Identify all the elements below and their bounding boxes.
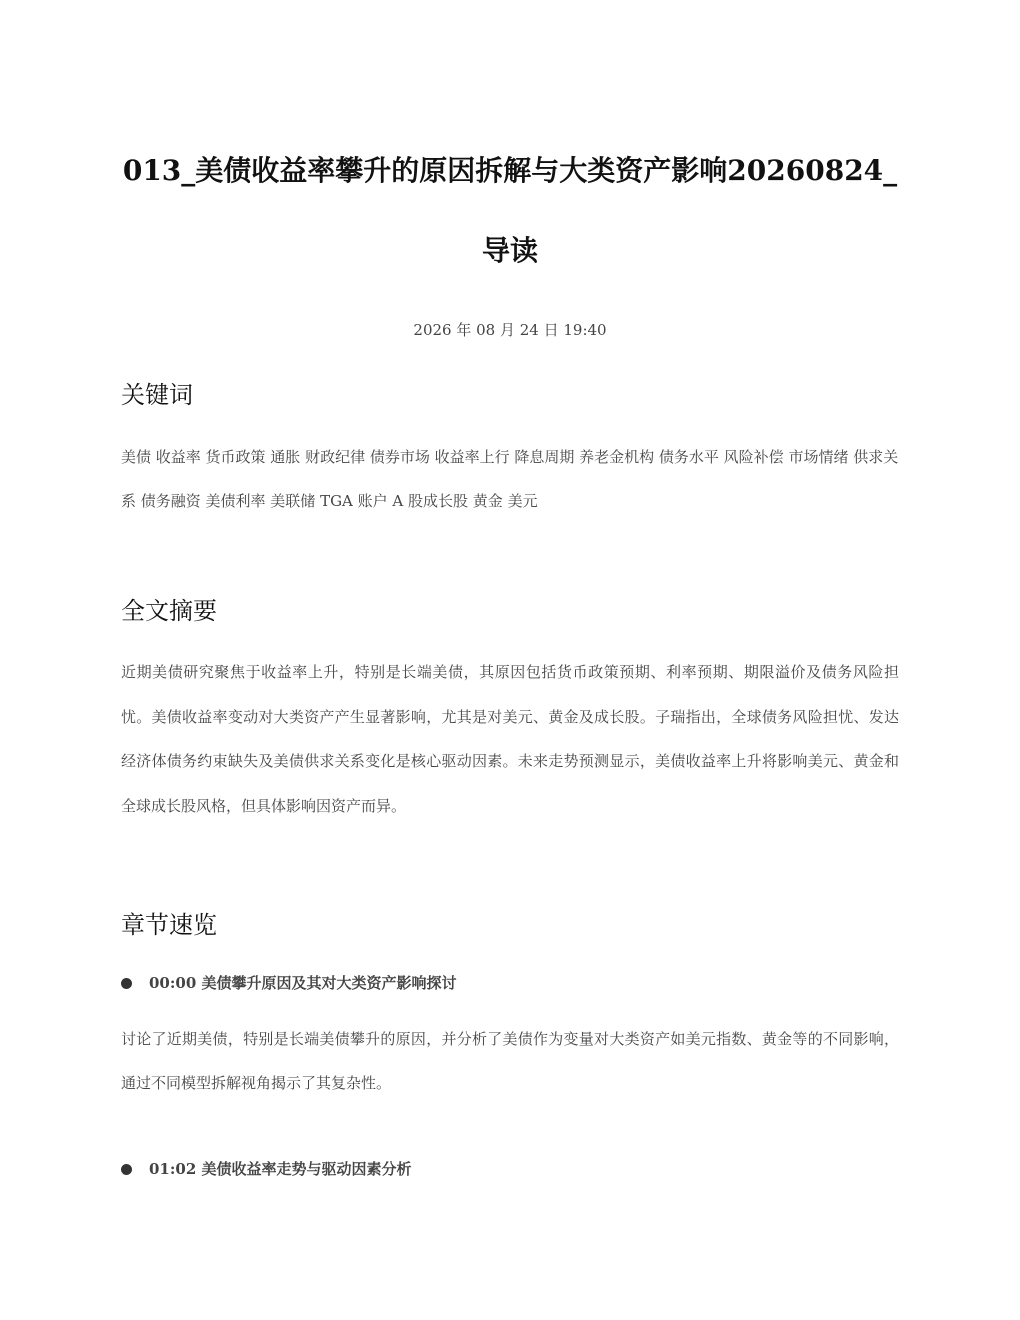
keywords-list: 美债 收益率 货币政策 通胀 财政纪律 债券市场 收益率上行 降息周期 养老金机构 债务水平 风险补偿 市场情绪 供求关系 债务融资 美债利率 美联储 TGA 账户 A 股成长股 黄金 美元 [121,448,899,510]
bullet-icon [121,978,132,989]
chapter-item [121,971,899,995]
bullet-icon [121,1164,132,1175]
summary-heading: 全文摘要 [121,597,217,625]
chapter-title: 美债攀升原因及其对大类资产影响探讨 [201,974,457,992]
chapter-time: 00:00 [149,974,197,992]
document-date: 2026 年 08 月 24 日 19:40 [413,321,607,339]
document-title: 013_美债收益率攀升的原因拆解与大类资产影响20260824_导读 [122,154,898,267]
chapter-title: 美债收益率走势与驱动因素分析 [201,1160,412,1178]
chapters-heading: 章节速览 [121,911,217,939]
chapter-time: 01:02 [149,1160,197,1178]
keywords-heading: 关键词 [121,381,193,409]
chapter-item [121,1157,899,1181]
document-page [121,0,899,1181]
chapter-description: 讨论了近期美债，特别是长端美债攀升的原因，并分析了美债作为变量对大类资产如美元指数、黄金等的不同影响，通过不同模型拆解视角揭示了其复杂性。 [121,1030,899,1092]
summary-text: 近期美债研究聚焦于收益率上升，特别是长端美债，其原因包括货币政策预期、利率预期、期限溢价及债务风险担忧。美债收益率变动对大类资产产生显著影响，尤其是对美元、黄金及成长股。子瑞指出，全球债务风险担忧、发达经济体债务约束缺失及美债供求关系变化是核心驱动因素。未来走势预测显示，美债收益率上升将影响美元、黄金和全球成长股风格，但具体影响因资产而异。 [121,663,899,815]
